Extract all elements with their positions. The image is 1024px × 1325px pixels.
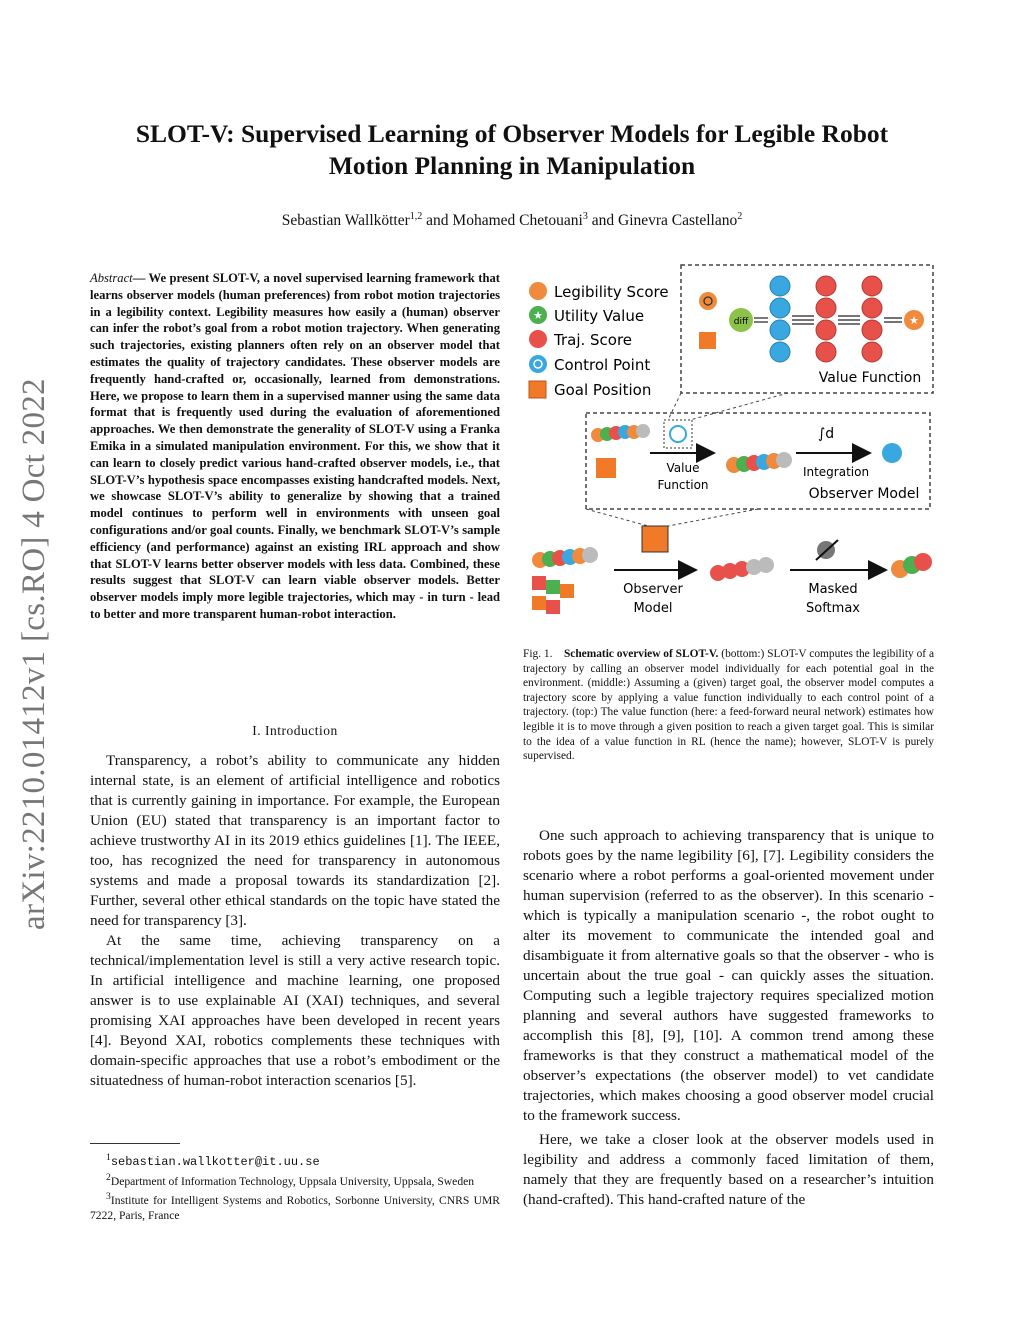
hidden-layer-2 [816,276,836,362]
caption-label: Fig. 1. [523,648,553,660]
legend-legibility-score: Legibility Score [554,283,669,301]
author-sep-2: and Ginevra Castellano [587,212,738,230]
legend-control-point: Control Point [554,356,651,374]
abstract-label: Abstract [90,271,133,285]
footnote-1-mark: 1 [106,1152,111,1163]
abstract-text: We present SLOT-V, a novel supervised learning framework that learns observer models (human preferences) from robot motion trajectories in a legibility context. Legibility measures how easily a (human) observer can infer the robot’s goal from a robot motion trajectory. When generating such trajectories, existing planners often rely on an observer model that estimates the quality of trajectory candidates. These observer models are frequently hand-crafted or, occasionally, learned from demonstrations. Here, we propose to learn them in a supervised manner using the same data format that is frequently used during the evaluation of aforementioned approaches. We then demonstrate the generality of SLOT-V using a Franka Emika in a simulated manipulation environment. For this, we show that it can learn to closely predict various hand-crafted observer models, i.e., that SLOT-V’s hypothesis space encompasses existing handcrafted models. Next, we showcase SLOT-V’s ability to generalize by showing that a trained model continues to perform well in environments with unseen goal configurations and/or goal counts. Finally, we benchmark SLOT-V’s sample efficiency (and performance) against an existing IRL approach and show that SLOT-V learns better observer models with less data. Combined, these results suggest that SLOT-V can learn viable observer models. Better observer models imply more legible trajectories, which may - in turn - lead to better and more transparent human-robot interaction. [90,271,500,621]
value-function-network [699,276,924,386]
intro-paragraph-1: Transparency, a robot’s ability to communicate any hidden internal state, is an element of artificial intelligence and robotics that is currently gaining in importance. For example, the European Union (EU) stated that transparency is an important factor to achieve trustworthy AI in its 2019 ethics guidelines [1]. The IEEE, too, has recognized the need for transparency in autonomous systems and made a proposal towards its standardization [2]. Further, several other ethical standards on the topic have stated the need for transparency [3]. [90,752,500,929]
footnote-2 [90,1170,500,1189]
footnote-1-email: sebastian.wallkotter@it.uu.se [110,1154,320,1169]
section-heading-introduction: I. Introduction [252,723,338,738]
vf-label-1: Value [666,461,700,475]
caption-bold: Schematic overview of SLOT-V. [563,648,719,660]
value-function-title: Value Function [818,370,922,386]
figure-1-schematic [518,258,938,643]
hidden-layer-3 [862,276,882,362]
control-point-input [699,292,717,310]
integral-symbol: ∫d [818,426,835,442]
introduction-body [90,751,500,1091]
trajectory-points-middle [591,424,650,442]
diff-label: diff [733,317,749,327]
figure-legend [529,282,669,399]
observer-label-2: Model [633,601,673,616]
observer-model-title: Observer Model [808,486,920,502]
goal-input [699,332,716,349]
hidden-layer-1 [770,276,790,362]
svg-text:★: ★ [909,314,919,327]
value-function-icon-box [664,420,692,448]
author-1-affil: 1,2 [409,211,423,222]
masked-label-1: Masked [808,582,858,597]
author-sep-1: and Mohamed Chetouani [422,212,583,230]
arxiv-stamp: arXiv:2210.01412v1 [cs.RO] 4 Oct 2022 [16,378,52,930]
abstract [90,270,500,623]
legend-traj-score: Traj. Score [554,331,633,349]
abstract-dash: — [132,271,146,285]
footnote-3-mark: 3 [106,1190,111,1202]
footnote-1 [90,1150,500,1170]
caption-text: (bottom:) SLOT-V computes the legibility of a trajectory by calling an observer model individually for each potential goal in the environment. (middle:) Assuming a (given) target goal, the observer model computes a trajectory score by applying a value function individually to each control point of a trajectory. (top:) The value function (here: a feed-forward neural network) estimates how legible it is to move through a given position to reach a given target goal. This is similar to the idea of a value function in RL (hence the name); however, SLOT-V is purely supervised. [523,648,935,763]
title-line-2: Motion Planning in Manipulation [328,151,696,180]
figure-caption [523,647,934,764]
author-3-affil: 2 [737,211,743,222]
control-point-icon [529,355,547,373]
bottom-pipeline [532,526,932,616]
legibility-score-icon [529,282,547,300]
traj-score-icon [529,330,547,348]
title-line-1: SLOT-V: Supervised Learning of Observer Models for Legible Robot [135,119,889,148]
right-column-body [523,826,934,1210]
goal-position-icon [529,381,546,398]
observer-model-icon [642,526,668,552]
author-1: Sebastian Wallkötter [281,212,410,230]
paper-title [60,118,964,182]
right-paragraph-2: Here, we take a closer look at the observer models used in legibility and address a commonly faced limitation of them, namely that they are frequently based on a researcher’s intuition (hand-crafted). This hand-crafted nature of the [523,1131,934,1208]
footnote-2-mark: 2 [106,1171,111,1183]
observer-model-contents [591,420,919,502]
vf-label-2: Function [657,478,709,492]
star-icon: ★ [533,309,543,322]
legend-utility-value: Utility Value [554,307,645,325]
author-2-affil: 3 [582,211,588,222]
footnote-3-text: Institute for Intelligent Systems and Robotics, Sorbonne University, CNRS UMR 7222, Paris, France [90,1193,500,1222]
footnote-rule [90,1143,180,1144]
traj-score-list [710,557,774,581]
footnote-3 [90,1189,500,1223]
footnote-2-text: Department of Information Technology, Uppsala University, Uppsala, Sweden [110,1174,475,1188]
right-paragraph-1: One such approach to achieving transparency that is unique to robots goes by the name legibility [6], [7]. Legibility considers the scenario where a robot performs a goal-oriented movement under human supervision (referred to as the observer). In this scenario - which is typically a manipulation scenario -, the robot ought to alter its movement to communicate the intended goal and disambiguate it from alternative goals so that the observer - who is uncertain about the true goal - can quickly asses the situation. Computing such a legible trajectory requires specialized motion planning and several authors have suggested frameworks to accomplish this [8], [9], [10]. A common trend among these frameworks is that they construct a mathematical model of the observer’s expectations (the observer model) to vet candidate trajectories, which makes choosing a good observer model crucial to the framework success. [523,827,934,1124]
observer-label-1: Observer [623,582,683,597]
utility-values-list [726,452,792,473]
legend-goal-position: Goal Position [554,381,652,399]
author-list [60,211,964,230]
goal-middle [596,458,616,478]
trajectory-bundle [532,547,598,614]
footnotes [90,1150,500,1223]
legibility-score-output [891,553,932,578]
traj-score-output [882,443,902,463]
intro-paragraph-2: At the same time, achieving transparency on a technical/implementation level is still a very active research topic. In artificial intelligence and machine learning, one proposed answer is to use explainable AI (XAI) techniques, and several promising XAI approaches have been developed in recent years [4]. Beyond XAI, robotics complements these techniques with domain-specific approaches that use a robot’s embodiment or the situatedness of human-robot interaction scenarios [5]. [90,932,500,1089]
integration-label: Integration [802,465,870,479]
masked-label-2: Softmax [806,601,860,616]
